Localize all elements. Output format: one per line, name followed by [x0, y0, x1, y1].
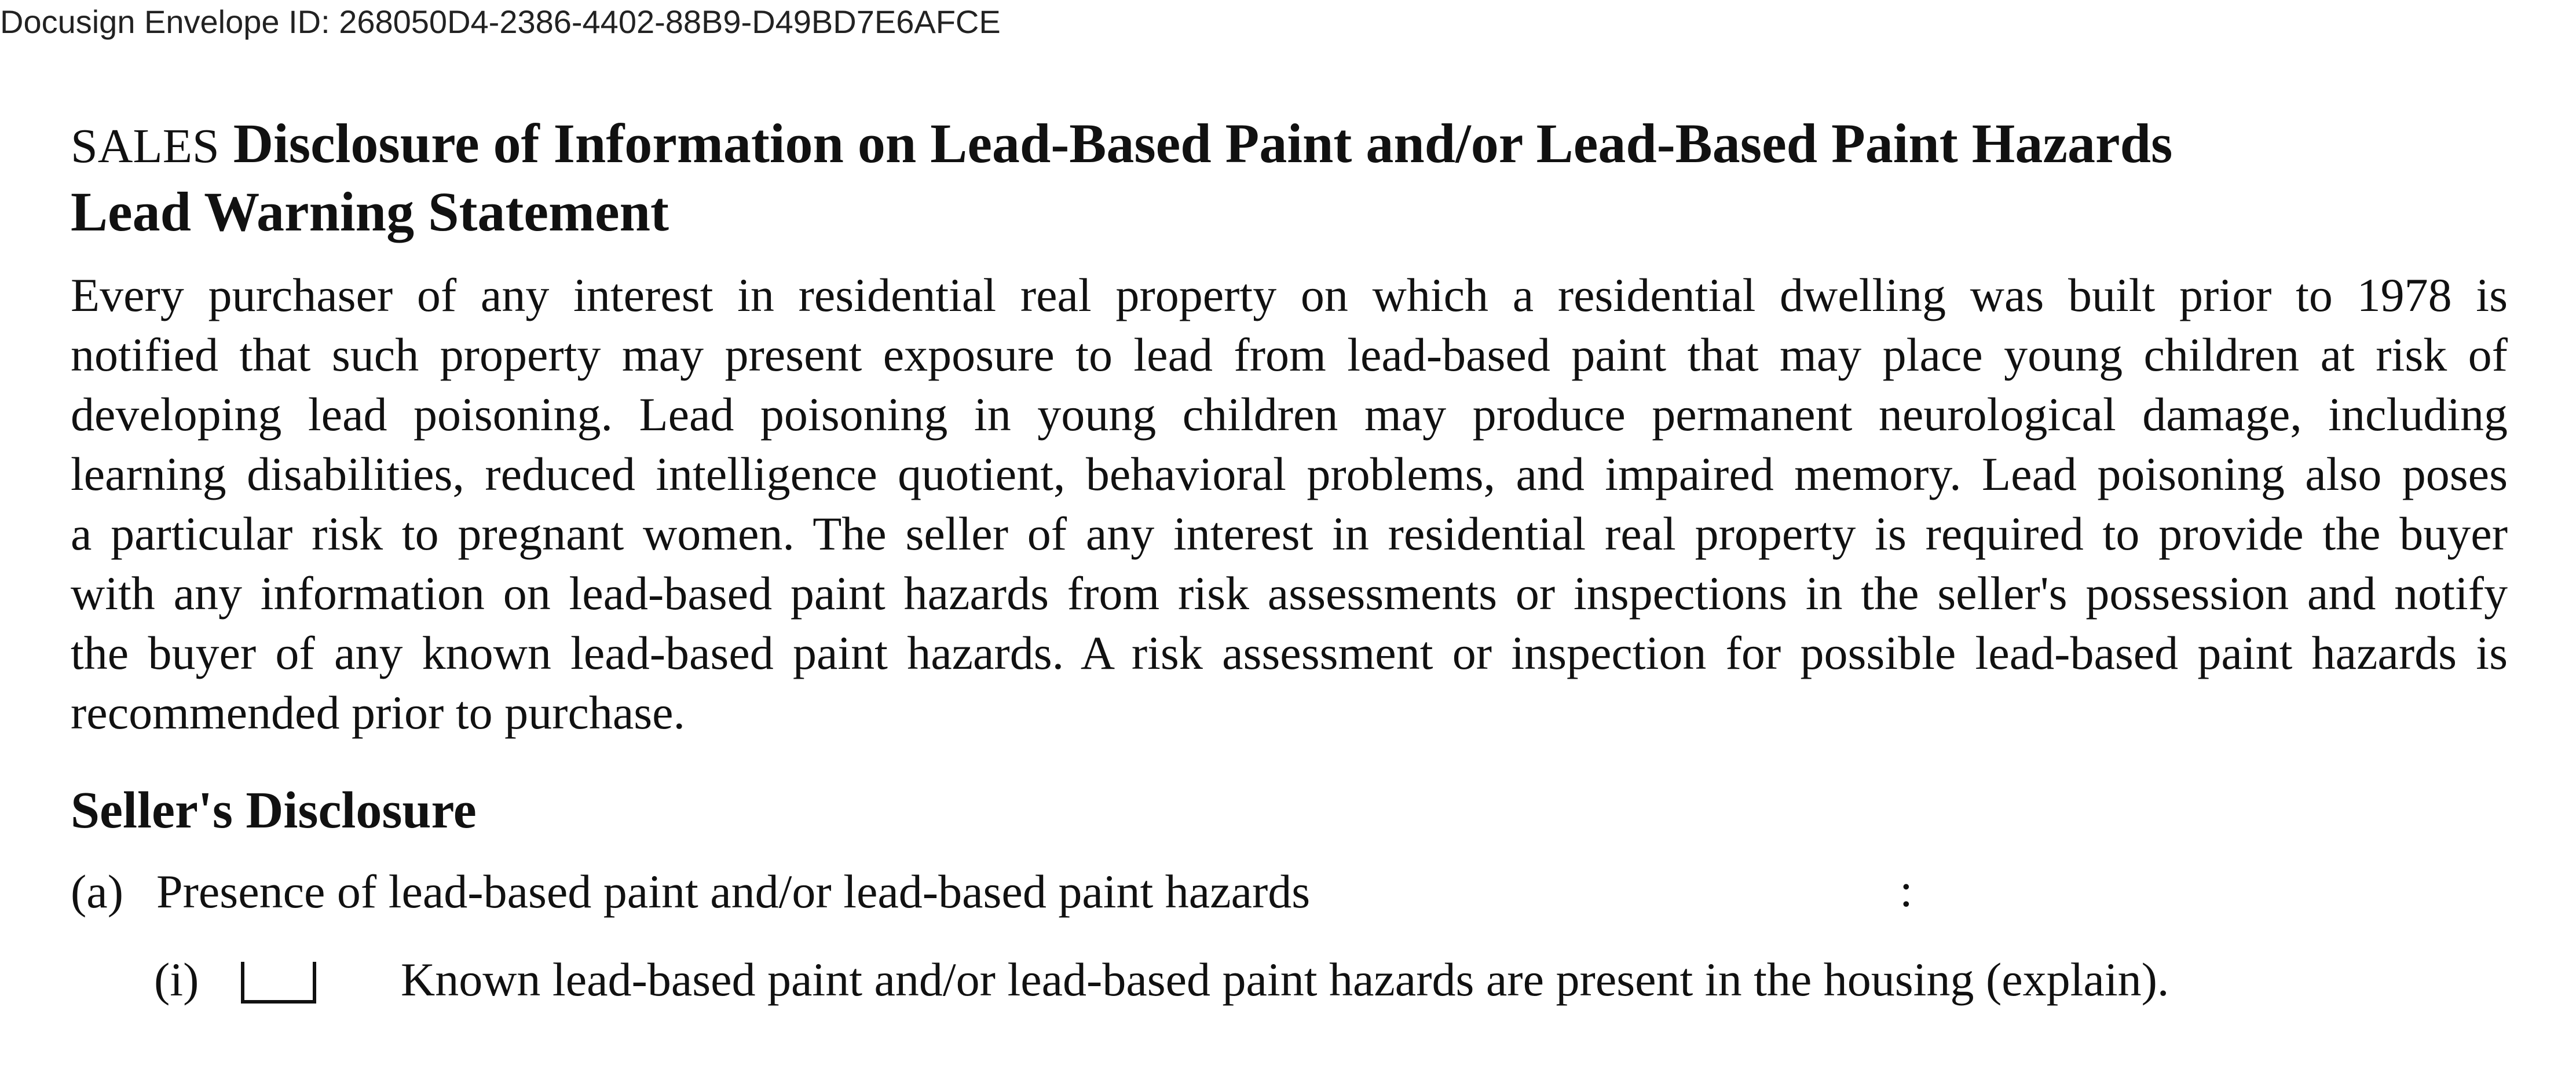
warning-line: Every purchaser of any interest in residential real property on which a residential dwelling was built prior to 1978 is: [71, 269, 2508, 321]
sellers-disclosure-heading: Seller's Disclosure: [71, 782, 477, 839]
warning-line: with any information on lead-based paint hazards from risk assessments or inspections in the seller's possession and notify: [71, 567, 2508, 620]
warning-line: developing lead poisoning. Lead poisoning in young children may produce permanent neurological damage, including: [71, 388, 2508, 441]
item-a-text: Presence of lead-based paint and/or lead-based paint hazards: [156, 865, 1311, 918]
known-lead-paint-checkbox[interactable]: [241, 962, 316, 1004]
lead-warning-heading: Lead Warning Statement: [71, 181, 669, 243]
title-main: Disclosure of Information on Lead-Based Paint and/or Lead-Based Paint Hazards: [233, 112, 2173, 174]
envelope-id: Docusign Envelope ID: 268050D4-2386-4402-88B9-D49BD7E6AFCE: [0, 3, 1001, 40]
disclosure-item-i: [154, 951, 2169, 1009]
document-title: [71, 111, 2172, 179]
title-prefix: SALES: [71, 119, 219, 173]
lead-warning-paragraph: [71, 265, 2508, 742]
item-i-marker: (i): [154, 953, 199, 1006]
warning-line: notified that such property may present exposure to lead from lead-based paint that may place young children at risk of: [71, 328, 2508, 381]
disclosure-item-a: [71, 863, 1310, 921]
warning-line: the buyer of any known lead-based paint hazards. A risk assessment or inspection for possible lead-based paint hazards is: [71, 627, 2508, 679]
warning-line: a particular risk to pregnant women. The seller of any interest in residential real property is required to provide the buyer: [71, 507, 2508, 560]
item-a-colon: :: [1900, 864, 1913, 917]
item-a-marker: (a): [71, 865, 124, 918]
warning-line: learning disabilities, reduced intelligence quotient, behavioral problems, and impaired memory. Lead poisoning also poses: [71, 448, 2508, 500]
warning-line: recommended prior to purchase.: [71, 686, 686, 739]
item-i-text: Known lead-based paint and/or lead-based paint hazards are present in the housing (explain).: [401, 953, 2169, 1006]
